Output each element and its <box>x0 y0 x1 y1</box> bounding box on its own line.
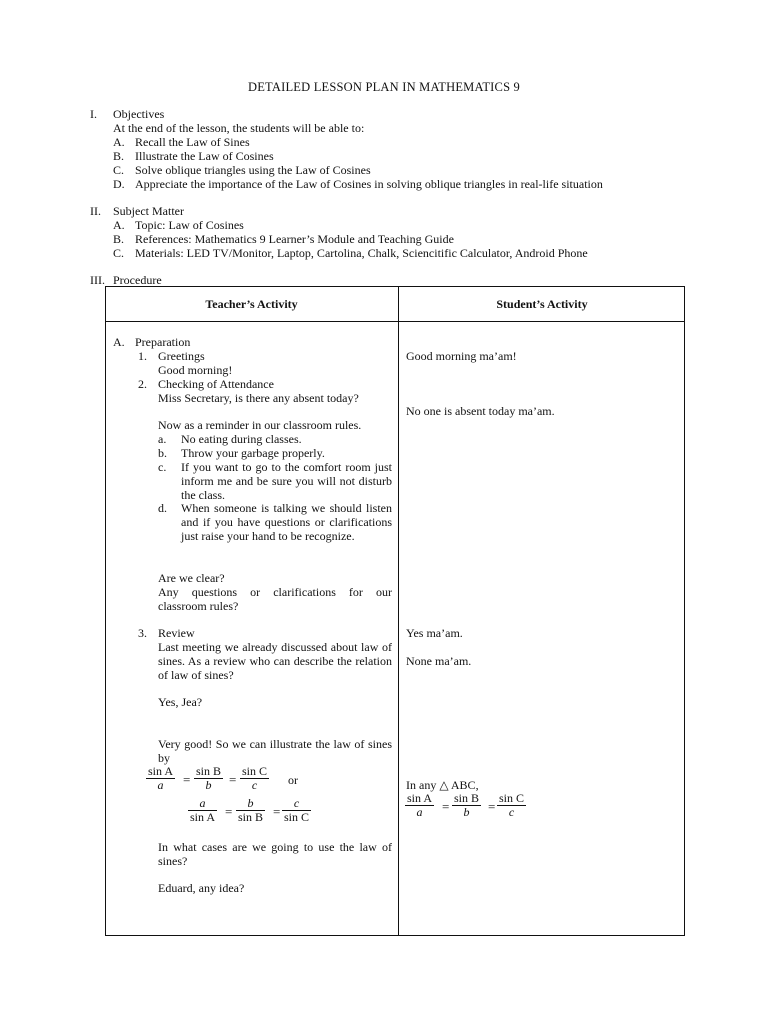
equals-sign: = <box>183 772 191 787</box>
subject-text: Materials: LED TV/Monitor, Laptop, Cartolina, Chalk, Sciencitific Calculator, Android Phone <box>135 246 588 260</box>
equals-sign: = <box>442 799 450 814</box>
objective-letter: B. <box>113 149 125 163</box>
objective-text: Solve oblique triangles using the Law of Cosines <box>135 163 371 177</box>
rule-letter: d. <box>158 501 167 515</box>
student-in-any-triangle: In any △ ABC, <box>406 778 479 792</box>
subject-letter: A. <box>113 218 125 232</box>
preparation-letter: A. <box>113 335 125 349</box>
fraction-sinC-over-c: $\frac{\text{sin C}}{c}$ <box>242 764 268 792</box>
fraction-b-over-sinB: $\frac{b}{\text{sin B}}$ <box>238 796 264 824</box>
fraction-sinB-over-b: $\frac{\text{sin B}}{b}$ <box>196 764 222 792</box>
subject-letter: C. <box>113 246 125 260</box>
greetings-heading: Greetings <box>158 349 205 363</box>
greetings-number: 1. <box>138 349 147 363</box>
rule-text: Throw your garbage properly. <box>181 446 325 460</box>
page-title: DETAILED LESSON PLAN IN MATHEMATICS 9 <box>247 80 521 94</box>
teacher-good-morning: Good morning! <box>158 363 233 377</box>
fraction-sinC-over-c: $\frac{\text{sin C}}{c}$ <box>499 791 525 819</box>
section-numeral-procedure: III. <box>90 273 105 287</box>
equals-sign: = <box>488 799 496 814</box>
attendance-number: 2. <box>138 377 147 391</box>
equals-sign: = <box>225 804 233 819</box>
teacher-reminder: Now as a reminder in our classroom rules. <box>158 418 362 432</box>
section-numeral-objectives: I. <box>90 107 97 121</box>
rule-letter: c. <box>158 460 167 474</box>
table-column-divider <box>398 286 399 936</box>
fraction-sinA-over-a: $\frac{\text{sin A}}{a}$ <box>407 791 433 819</box>
rule-letter: a. <box>158 432 167 446</box>
teacher-miss-secretary: Miss Secretary, is there any absent today? <box>158 391 359 405</box>
objectives-intro: At the end of the lesson, the students will be able to: <box>113 121 365 135</box>
review-heading: Review <box>158 626 195 640</box>
column-header-teacher: Teacher’s Activity <box>205 297 298 311</box>
objective-letter: C. <box>113 163 125 177</box>
section-numeral-subject: II. <box>90 204 101 218</box>
student-good-morning: Good morning ma’am! <box>406 349 517 363</box>
fraction-a-over-sinA: $\frac{a}{\text{sin A}}$ <box>190 796 216 824</box>
teacher-review-text: Last meeting we already discussed about law of sines. As a review who can describe the relation of law of sines? <box>158 640 392 682</box>
preparation-heading: Preparation <box>135 335 191 349</box>
section-heading-procedure: Procedure <box>113 273 162 287</box>
teacher-in-what-cases: In what cases are we going to use the law of sines? <box>158 840 392 868</box>
teacher-very-good: Very good! So we can illustrate the law of sines by <box>158 737 392 765</box>
objective-text: Recall the Law of Sines <box>135 135 250 149</box>
equals-sign: = <box>273 804 281 819</box>
equals-sign: = <box>229 772 237 787</box>
rule-text: No eating during classes. <box>181 432 302 446</box>
fraction-sinB-over-b: $\frac{\text{sin B}}{b}$ <box>454 791 480 819</box>
teacher-eduard: Eduard, any idea? <box>158 881 245 895</box>
teacher-any-questions: Any questions or clarifications for our classroom rules? <box>158 585 392 613</box>
section-heading-objectives: Objectives <box>113 107 165 121</box>
fraction-c-over-sinC: $\frac{c}{\text{sin C}}$ <box>284 796 310 824</box>
attendance-heading: Checking of Attendance <box>158 377 274 391</box>
student-yes-maam: Yes ma’am. <box>406 626 463 640</box>
teacher-are-we-clear: Are we clear? <box>158 571 225 585</box>
subject-letter: B. <box>113 232 125 246</box>
teacher-or: or <box>288 773 298 787</box>
objective-text: Appreciate the importance of the Law of Cosines in solving oblique triangles in real-life situation <box>135 177 603 191</box>
rule-letter: b. <box>158 446 167 460</box>
subject-text: Topic: Law of Cosines <box>135 218 244 232</box>
review-number: 3. <box>138 626 147 640</box>
column-header-student: Student’s Activity <box>496 297 588 311</box>
section-heading-subject: Subject Matter <box>113 204 184 218</box>
subject-text: References: Mathematics 9 Learner’s Module and Teaching Guide <box>135 232 454 246</box>
objective-text: Illustrate the Law of Cosines <box>135 149 274 163</box>
student-none-maam: None ma’am. <box>406 654 472 668</box>
objective-letter: A. <box>113 135 125 149</box>
rule-text: When someone is talking we should listen and if you have questions or clarifications just raise your hand to be recognize. <box>181 501 392 543</box>
table-header-divider <box>105 321 685 322</box>
teacher-yes-jea: Yes, Jea? <box>158 695 203 709</box>
rule-text: If you want to go to the comfort room just inform me and be sure you will not disturb the class. <box>181 460 392 502</box>
fraction-sinA-over-a: $\frac{\text{sin A}}{a}$ <box>148 764 174 792</box>
student-no-absent: No one is absent today ma’am. <box>406 404 555 418</box>
objective-letter: D. <box>113 177 125 191</box>
